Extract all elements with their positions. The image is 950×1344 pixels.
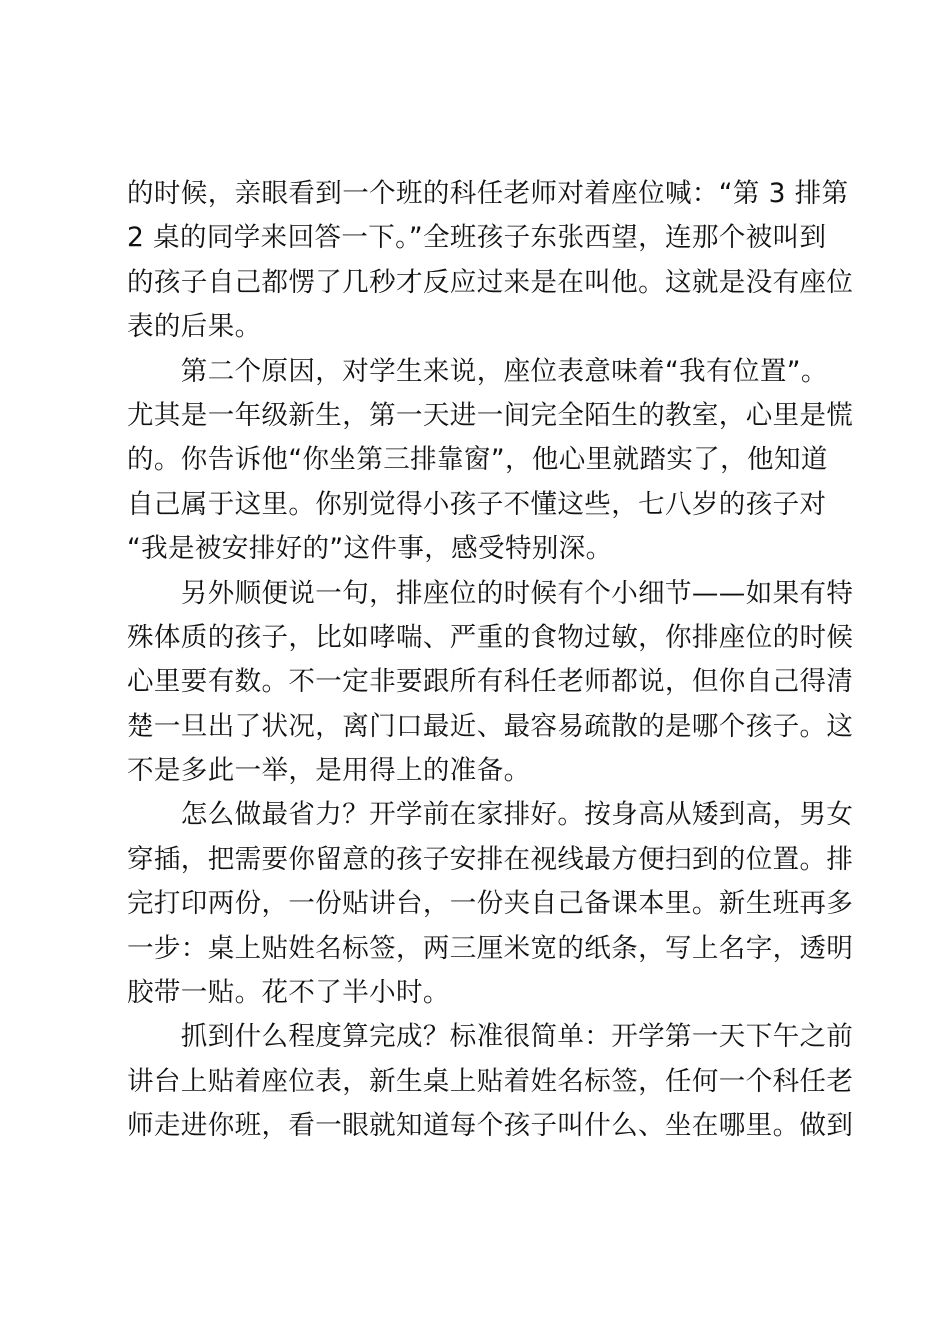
text-line: “我是被安排好的”这件事，感受特别深。 bbox=[127, 533, 613, 565]
text-line: 表的后果。 bbox=[127, 311, 262, 343]
text-line: 自己属于这里。你别觉得小孩子不懂这些，七八岁的孩子对 bbox=[127, 488, 827, 520]
text-line: 2 桌的同学来回答一下。”全班孩子东张西望，连那个被叫到 bbox=[127, 222, 827, 254]
text-line: 尤其是一年级新生，第一天进一间完全陌生的教室，心里是慌 bbox=[127, 399, 854, 431]
text-line: 师走进你班，看一眼就知道每个孩子叫什么、坐在哪里。做到 bbox=[127, 1110, 854, 1142]
text-line: 穿插，把需要你留意的孩子安排在视线最方便扫到的位置。排 bbox=[127, 843, 854, 875]
text-line: 怎么做最省力？开学前在家排好。按身高从矮到高，男女 bbox=[127, 799, 854, 831]
text-line: 抓到什么程度算完成？标准很简单：开学第一天下午之前 bbox=[127, 1021, 854, 1053]
text-line: 第二个原因，对学生来说，座位表意味着“我有位置”。 bbox=[127, 355, 828, 387]
text-line: 殊体质的孩子，比如哮喘、严重的食物过敏，你排座位的时候 bbox=[127, 621, 854, 653]
text-line: 一步：桌上贴姓名标签，两三厘米宽的纸条，写上名字，透明 bbox=[127, 932, 854, 964]
text-line: 另外顺便说一句，排座位的时候有个小细节——如果有特 bbox=[127, 577, 854, 609]
text-line: 的。你告诉他“你坐第三排靠窗”，他心里就踏实了，他知道 bbox=[127, 444, 828, 476]
text-line: 胶带一贴。花不了半小时。 bbox=[127, 977, 450, 1009]
text-line: 的孩子自己都愣了几秒才反应过来是在叫他。这就是没有座位 bbox=[127, 266, 854, 298]
text-line: 讲台上贴着座位表，新生桌上贴着姓名标签，任何一个科任老 bbox=[127, 1065, 854, 1097]
text-line: 心里要有数。不一定非要跟所有科任老师都说，但你自己得清 bbox=[127, 666, 854, 698]
text-line: 的时候，亲眼看到一个班的科任老师对着座位喊：“第 3 排第 bbox=[127, 178, 849, 209]
text-line: 完打印两份，一份贴讲台，一份夹自己备课本里。新生班再多 bbox=[127, 888, 854, 920]
text-line: 楚一旦出了状况，离门口最近、最容易疏散的是哪个孩子。这 bbox=[127, 710, 854, 742]
text-line: 不是多此一举，是用得上的准备。 bbox=[127, 755, 531, 787]
body-text bbox=[127, 172, 854, 1149]
